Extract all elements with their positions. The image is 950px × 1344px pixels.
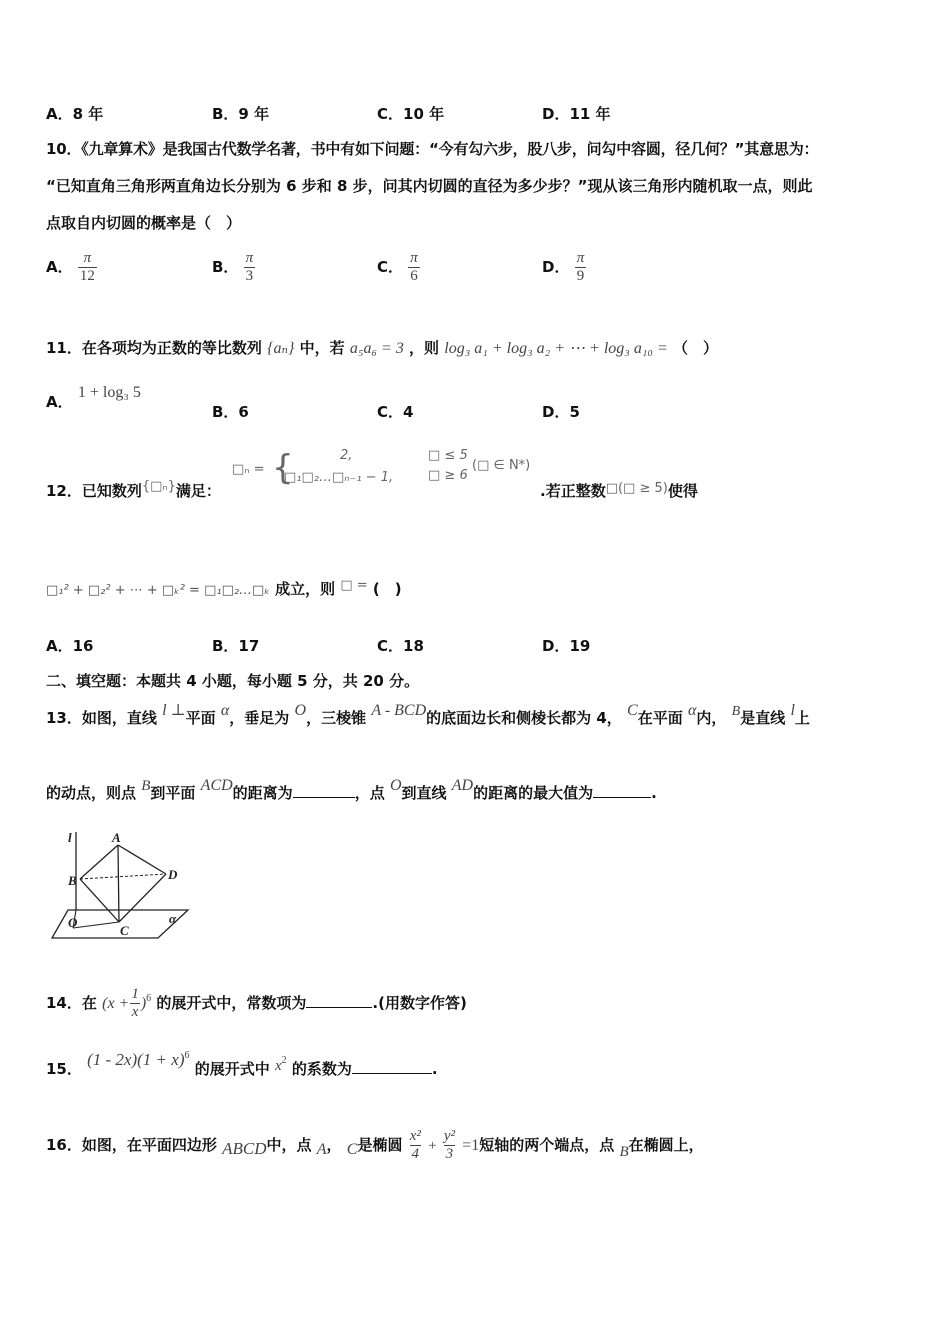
q15-answer-blank[interactable] (352, 1059, 432, 1074)
q13-answer-blank-1[interactable] (293, 783, 355, 798)
q12-equation-line: □₁² + □₂² + ⋯ + □ₖ² = □₁□₂…□ₖ 成立，则 □ = ( ) (46, 578, 402, 598)
label-d: D (168, 867, 178, 882)
q11-stem: 11．在各项均为正数的等比数列 {aₙ} 中，若 a₅a₆ = 3 ，则 log₃ a₁ + log₃ a₂ + ⋯ + log₃ a₁₀ = （ ） (46, 339, 719, 357)
edge-ad (118, 845, 166, 874)
q11-option-b: B．6 (212, 403, 249, 421)
q12-option-b: B．17 (212, 637, 260, 655)
q13-line-1: 13．如图，直线 l ⊥平面 α，垂足为 O，三棱锥 A - BCD的底面边长和侧棱长都为 4， C在平面 α内， B是直线 l上 (46, 702, 810, 727)
q10-option-b: B． $\frac{\pi}{3}$ (212, 250, 254, 284)
q9-option-c: C．10 年 (377, 105, 445, 123)
q9-option-b: B．9 年 (212, 105, 270, 123)
label-a: A (112, 830, 121, 845)
q10-line-2: “已知直角三角形两直角边长分别为 6 步和 8 步，问其内切圆的直径为多少步？”现从该三角形内随机取一点，则此 (46, 177, 813, 195)
q13-answer-blank-2[interactable] (593, 783, 651, 798)
q12-option-a: A．16 (46, 637, 94, 655)
q16-stem: 16．如图，在平面四边形 ABCD中，点 A， C是椭圆 $\frac{\text{x²}}{4}$ + $\frac{\text{y²}}{3}$ =1短轴的两个端点，点 B在椭圆上， (46, 1128, 704, 1162)
q10-line-3: 点取自内切圆的概率是（ ） (46, 214, 242, 232)
q15-stem: 15． $(1 - 2x)(1 + x)^6$ 的展开式中 $x^2$ 的系数为 . (46, 1050, 438, 1078)
q10-option-a: A． $\frac{\pi}{12}$ (46, 250, 95, 284)
label-c: C (120, 923, 129, 938)
q10-option-d: D． $\frac{\pi}{9}$ (542, 250, 585, 284)
q13-figure (46, 830, 191, 942)
q11-option-c: C．4 (377, 403, 414, 421)
q10-line-1: 10．《九章算术》是我国古代数学名著，书中有如下问题：“今有勾六步，股八步，问勾中容圆，径几何？”其意思为： (46, 140, 819, 158)
q13-line-2: 的动点，则点 B到平面 ACD的距离为 ，点 O到直线 AD的距离的最大值为 . (46, 777, 657, 802)
q11-option-d: D．5 (542, 403, 580, 421)
edge-dc (119, 874, 166, 922)
q12-piecewise-definition: □ₙ = { 2, □₁□₂…□ₙ₋₁ − 1, □ ≤ 5 □ ≥ 6 (□ ∈ N*) (232, 448, 531, 488)
edge-bd (80, 874, 166, 879)
q14-answer-blank[interactable] (306, 993, 372, 1008)
edge-ba (80, 845, 118, 879)
q12-option-d: D．19 (542, 637, 591, 655)
q9-option-a: A．8 年 (46, 105, 104, 123)
q10-option-c: C． $\frac{\pi}{6}$ (377, 250, 418, 284)
section-2-heading: 二、填空题：本题共 4 小题，每小题 5 分，共 20 分。 (46, 672, 420, 690)
segment-oc (73, 922, 119, 928)
label-alpha: α (169, 911, 177, 926)
edge-bc (80, 879, 119, 922)
q12-option-c: C．18 (377, 637, 424, 655)
q9-option-d: D．11 年 (542, 105, 611, 123)
q12-prefix: 12．已知数列{□ₙ}满足： (46, 479, 221, 500)
q11-option-a: A． 1 + log₃ 5 (46, 384, 141, 411)
label-b: B (68, 873, 77, 888)
label-o: O (68, 915, 78, 930)
label-l: l (68, 830, 72, 845)
q14-stem: 14．在 (x + $\frac{1}{x}$ )$^6$ 的展开式中，常数项为 .(用数字作答) (46, 986, 467, 1020)
q12-suffix: .若正整数□(□ ≥ 5)使得 (540, 481, 698, 500)
